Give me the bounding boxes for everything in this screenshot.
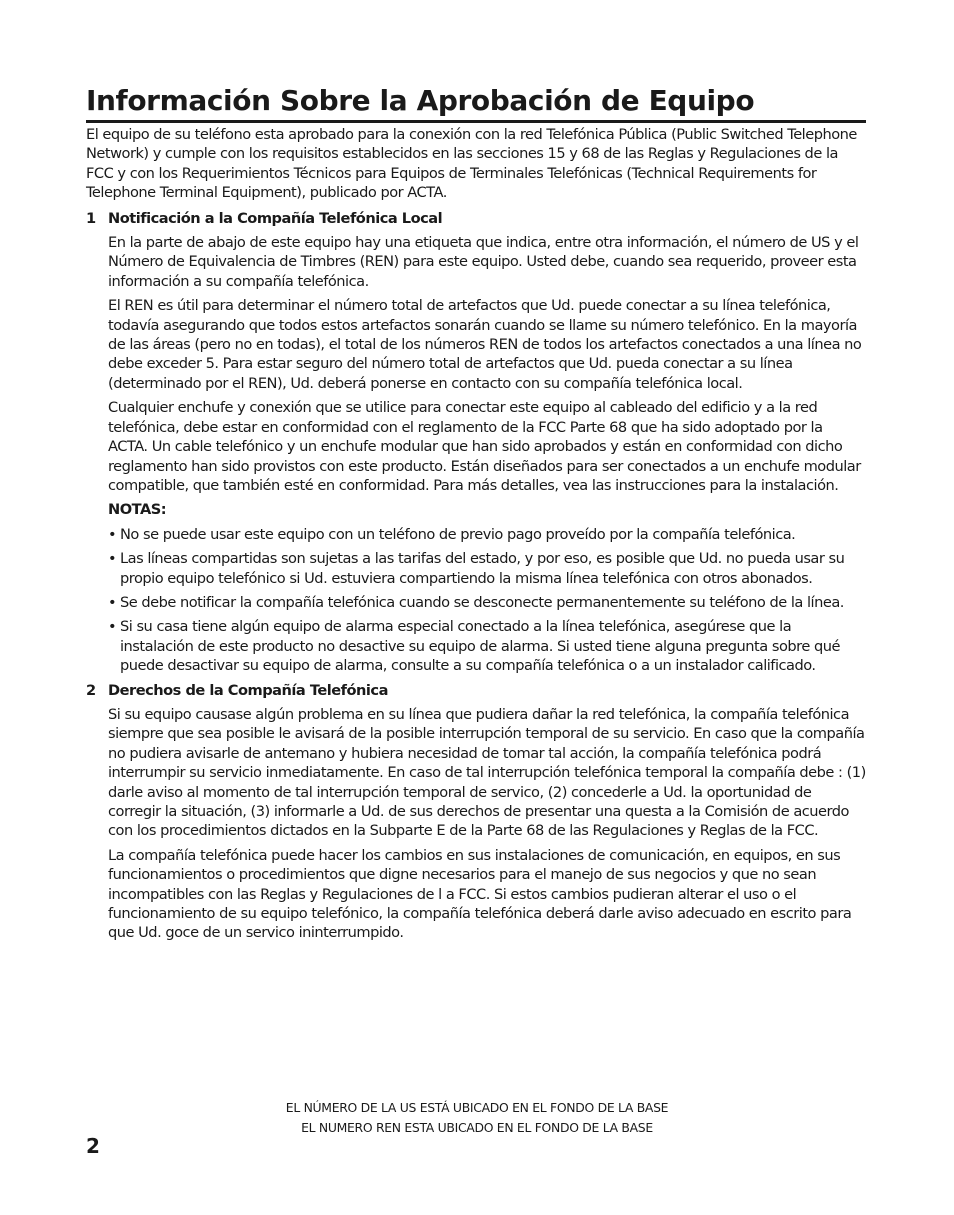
document-body	[86, 125, 866, 948]
note-text: No se puede usar este equipo con un teléfono de previo pago proveído por la compañía telefónica.	[120, 525, 796, 543]
section-2-heading	[86, 681, 866, 700]
footer-line-us-number: EL NÚMERO DE LA US ESTÁ UBICADO EN EL FONDO DE LA BASE	[285, 1100, 669, 1115]
footer-notes	[0, 1098, 954, 1137]
section-1-paragraph: El REN es útil para determinar el número total de artefactos que Ud. puede conectar a su línea telefónica, todavía asegurando que todos estos artefactos sonarán cuando se llame su número telefónico. En la mayoría de las áreas (pero no en todas), el total de los números REN de todos los artefactos conectados a una línea no debe exceder 5. Para estar seguro del número total de artefactos que Ud. pueda conectar a su línea (determinado por el REN), Ud. deberá ponerse en contacto con su compañía telefónica local.	[108, 297, 862, 392]
section-1-heading	[86, 209, 866, 228]
list-item	[108, 549, 866, 588]
note-text: Las líneas compartidas son sujetas a las tarifas del estado, y por eso, es posible que Ud. no pueda usar su propio equipo telefónico si Ud. estuviera compartiendo la misma línea telefónica con otros abonados.	[120, 550, 845, 587]
bullet: •	[108, 550, 117, 568]
section-2-body	[108, 705, 866, 943]
section-1-paragraph: En la parte de abajo de este equipo hay una etiqueta que indica, entre otra información, el número de US y el Número de Equivalencia de Timbres (REN) para este equipo. Usted debe, cuando sea requerido, proveer esta información a su compañía telefónica.	[108, 234, 859, 290]
list-item	[108, 525, 866, 544]
footer-line-ren-number: EL NUMERO REN ESTA UBICADO EN EL FONDO DE LA BASE	[301, 1119, 653, 1135]
page-number: 2	[86, 1134, 100, 1158]
section-1-paragraph: Cualquier enchufe y conexión que se utilice para conectar este equipo al cableado del edificio y a la red telefónica, debe estar en conformidad con el reglamento de la FCC Parte 68 que ha sido adoptado por la ACTA. Un cable telefónico y un enchufe modular que han sido aprobados y están en conformidad con dicho reglamento han sido provistos con este producto. Están diseñados para ser conectados a un enchufe modular compatible, que también esté en conformidad. Para más detalles, vea las instrucciones para la instalación.	[108, 399, 861, 494]
list-item	[108, 617, 866, 675]
title-underline	[86, 120, 866, 123]
section-2-title: Derechos de la Compañía Telefónica	[108, 681, 388, 699]
section-2-number: 2	[86, 681, 96, 699]
list-item	[108, 593, 866, 612]
note-text: Si su casa tiene algún equipo de alarma especial conectado a la línea telefónica, asegúrese que la instalación de este producto no desactive su equipo de alarma. Si usted tiene alguna pregunta sobre qué puede desactivar su equipo de alarma, consulte a su compañía telefónica o a un instalador calificado.	[120, 618, 840, 675]
section-1-body	[108, 233, 866, 676]
bullet: •	[108, 618, 117, 636]
bullet: •	[108, 593, 117, 611]
section-1-number: 1	[86, 209, 96, 227]
section-2-paragraph: Si su equipo causase algún problema en su línea que pudiera dañar la red telefónica, la compañía telefónica siempre que sea posible le avisará de la posible interrupción temporal de su servicio. En caso que la compañía no pudiera avisarle de antemano y hubiera necesidad de tomar tal acción, la compañía telefónica podrá interrumpir su servicio inmediatamente. En caso de tal interrupción telefónica temporal la compañía debe : (1) darle aviso al momento de tal interrupción temporal de servico, (2) concederle a Ud. la oportunidad de corregir la situación, (3) informarle a Ud. de sus derechos de presentar una questa a la Comisión de acuerdo con los procedimientos dictados en la Subparte E de la Parte 68 de las Regulaciones y Reglas de la FCC.	[108, 705, 866, 840]
intro-paragraph: El equipo de su teléfono esta aprobado para la conexión con la red Telefónica Pública (Public Switched Telephone Network) y cumple con los requisitos establecidos en las secciones 15 y 68 de las Reglas y Regulaciones de la FCC y con los Requerimientos Técnicos para Equipos de Terminales Telefónicas (Technical Requirements for Telephone Terminal Equipment), publicado por ACTA.	[86, 126, 857, 202]
note-text: Se debe notificar la compañía telefónica cuando se desconecte permanentemente su teléfono de la línea.	[120, 593, 844, 611]
section-2-paragraph: La compañía telefónica puede hacer los cambios en sus instalaciones de comunicación, en equipos, en sus funcionamientos o procedimientos que digne necesarios para el manejo de sus negocios y que no sean incompatibles con las Reglas y Regulaciones de l a FCC. Si estos cambios pudieran alterar el uso o el funcionamiento de su equipo telefónico, la compañía telefónica deberá darle aviso adecuado en escrito para que Ud. goce de un servico ininterrumpido.	[108, 846, 852, 942]
section-1-title: Notificación a la Compañía Telefónica Local	[108, 209, 443, 227]
page-title: Información Sobre la Aprobación de Equipo	[86, 84, 755, 117]
notes-label: NOTAS:	[108, 501, 167, 519]
bullet: •	[108, 525, 117, 543]
notes-list	[108, 525, 866, 676]
